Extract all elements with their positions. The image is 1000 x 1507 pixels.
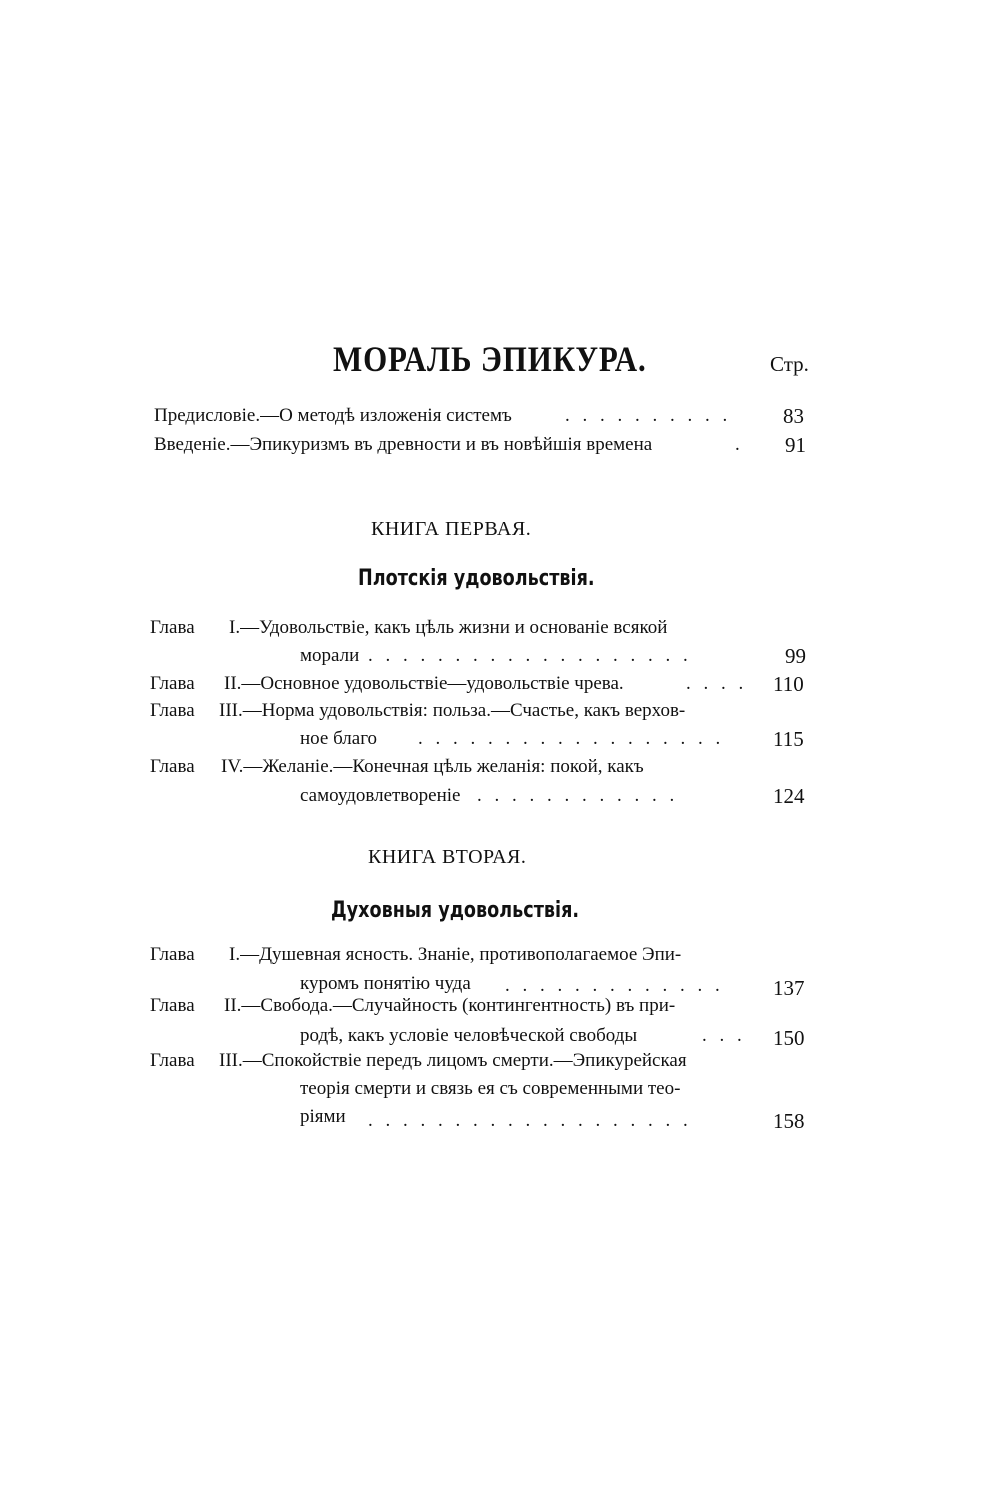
chapter-title-cont: родѣ, какъ условіе человѣческой свободы: [300, 1025, 638, 1046]
dot-leader: .: [735, 434, 744, 455]
chapter-label: Глава: [150, 944, 195, 965]
dot-leader: . . . . . . . . . . . . .: [505, 975, 724, 996]
dot-leader: . . . .: [686, 673, 748, 694]
chapter-title-cont: куромъ понятію чуда: [300, 973, 471, 994]
book-subtitle: Духовныя удовольствія.: [331, 898, 580, 923]
page-number: 83: [783, 404, 804, 428]
intro-entry-text: Введеніе.—Эпикуризмъ въ древности и въ новѣйшія времена: [154, 434, 653, 455]
page-title: МОРАЛЬ ЭПИКУРА.: [333, 339, 647, 379]
page-number: 91: [785, 433, 806, 457]
chapter-title: IV.—Желаніе.—Конечная цѣль желанія: покой, какъ: [221, 756, 644, 777]
page-number: 110: [773, 672, 804, 696]
page-number: 115: [773, 727, 804, 751]
page-number: 99: [785, 644, 806, 668]
page-number: 150: [773, 1026, 805, 1050]
chapter-label: Глава: [150, 617, 195, 638]
book-heading: КНИГА ПЕРВАЯ.: [371, 518, 532, 540]
chapter-label: Глава: [150, 756, 195, 777]
chapter-label: Глава: [150, 995, 195, 1016]
dot-leader: . . . . . . . . . . . . . . . . . .: [418, 728, 725, 749]
chapter-title: III.—Норма удовольствія: польза.—Счастье, какъ верхов-: [219, 700, 686, 721]
intro-entry-text: Предисловіе.—О методѣ изложенія системъ: [154, 405, 512, 426]
book-heading: КНИГА ВТОРАЯ.: [368, 846, 527, 868]
chapter-label: Глава: [150, 700, 195, 721]
chapter-title-cont: ріями: [300, 1106, 346, 1127]
book-subtitle: Плотскія удовольствія.: [358, 566, 595, 591]
dot-leader: . . . . . . . . . . . .: [477, 785, 679, 806]
page-number: 137: [773, 976, 805, 1000]
chapter-title: I.—Душевная ясность. Знаніе, противополагаемое Эпи-: [229, 944, 682, 965]
dot-leader: . . . . . . . . . .: [565, 405, 732, 426]
dot-leader: . . . . . . . . . . . . . . . . . . .: [368, 645, 692, 666]
chapter-title-cont: самоудовлетвореніе: [300, 785, 461, 806]
chapter-title-cont: теорія смерти и связь ея съ современными тео-: [300, 1078, 681, 1099]
chapter-label: Глава: [150, 673, 195, 694]
chapter-title: II.—Основное удовольствіе—удовольствіе чрева.: [224, 673, 624, 694]
page-column-label: Стр.: [770, 352, 809, 376]
page-number: 124: [773, 784, 805, 808]
chapter-label: Глава: [150, 1050, 195, 1071]
page-number: 158: [773, 1109, 805, 1133]
chapter-title-cont: ное благо: [300, 728, 378, 749]
dot-leader: . . .: [702, 1025, 746, 1046]
chapter-title: III.—Спокойствіе передъ лицомъ смерти.—Эпикурейская: [219, 1050, 687, 1071]
chapter-title: I.—Удовольствіе, какъ цѣль жизни и основаніе всякой: [229, 617, 668, 638]
chapter-title-cont: морали: [300, 645, 360, 666]
dot-leader: . . . . . . . . . . . . . . . . . . .: [368, 1110, 692, 1131]
chapter-title: II.—Свобода.—Случайность (контингентность) въ при-: [224, 995, 676, 1016]
